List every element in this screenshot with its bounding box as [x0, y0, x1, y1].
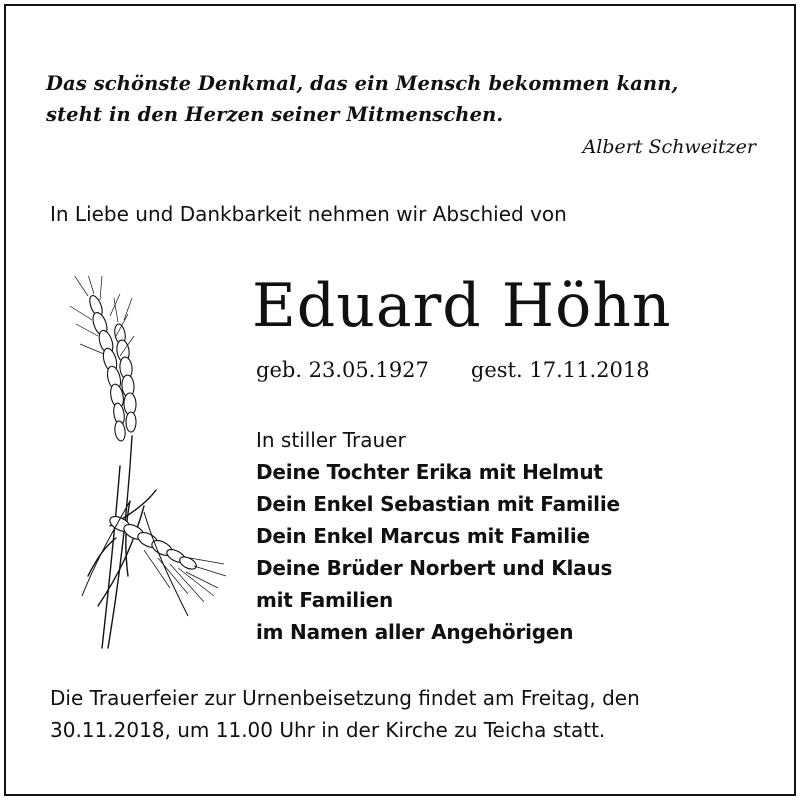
- death-date: gest. 17.11.2018: [470, 358, 650, 382]
- life-dates: [256, 358, 650, 382]
- mourner-line: Dein Enkel Marcus mit Familie: [256, 524, 590, 548]
- mourner-line: Deine Brüder Norbert und Klaus: [256, 556, 613, 580]
- notice-line-1: Die Trauerfeier zur Urnenbeisetzung findet am Freitag, den: [50, 686, 640, 710]
- mourning-lead: In stiller Trauer: [256, 428, 406, 452]
- quote-author: Albert Schweitzer: [582, 136, 756, 158]
- birth-date: geb. 23.05.1927: [256, 358, 429, 382]
- mourners-block: [256, 424, 620, 648]
- mourner-line: im Namen aller Angehörigen: [256, 620, 574, 644]
- wheat-ears-icon: [58, 276, 228, 656]
- notice-line-2: 30.11.2018, um 11.00 Uhr in der Kirche zu Teicha statt.: [50, 718, 606, 742]
- farewell-intro: In Liebe und Dankbarkeit nehmen wir Abschied von: [50, 202, 567, 226]
- memorial-quote: [46, 68, 776, 130]
- obituary-frame: [4, 4, 796, 796]
- quote-line-2: steht in den Herzen seiner Mitmenschen.: [46, 103, 504, 126]
- deceased-name: Eduard Höhn: [252, 271, 672, 341]
- quote-line-1: Das schönste Denkmal, das ein Mensch bekommen kann,: [46, 72, 679, 95]
- mourner-line: Deine Tochter Erika mit Helmut: [256, 460, 603, 484]
- funeral-notice: [50, 682, 770, 746]
- mourner-line: Dein Enkel Sebastian mit Familie: [256, 492, 620, 516]
- mourner-line: mit Familien: [256, 588, 394, 612]
